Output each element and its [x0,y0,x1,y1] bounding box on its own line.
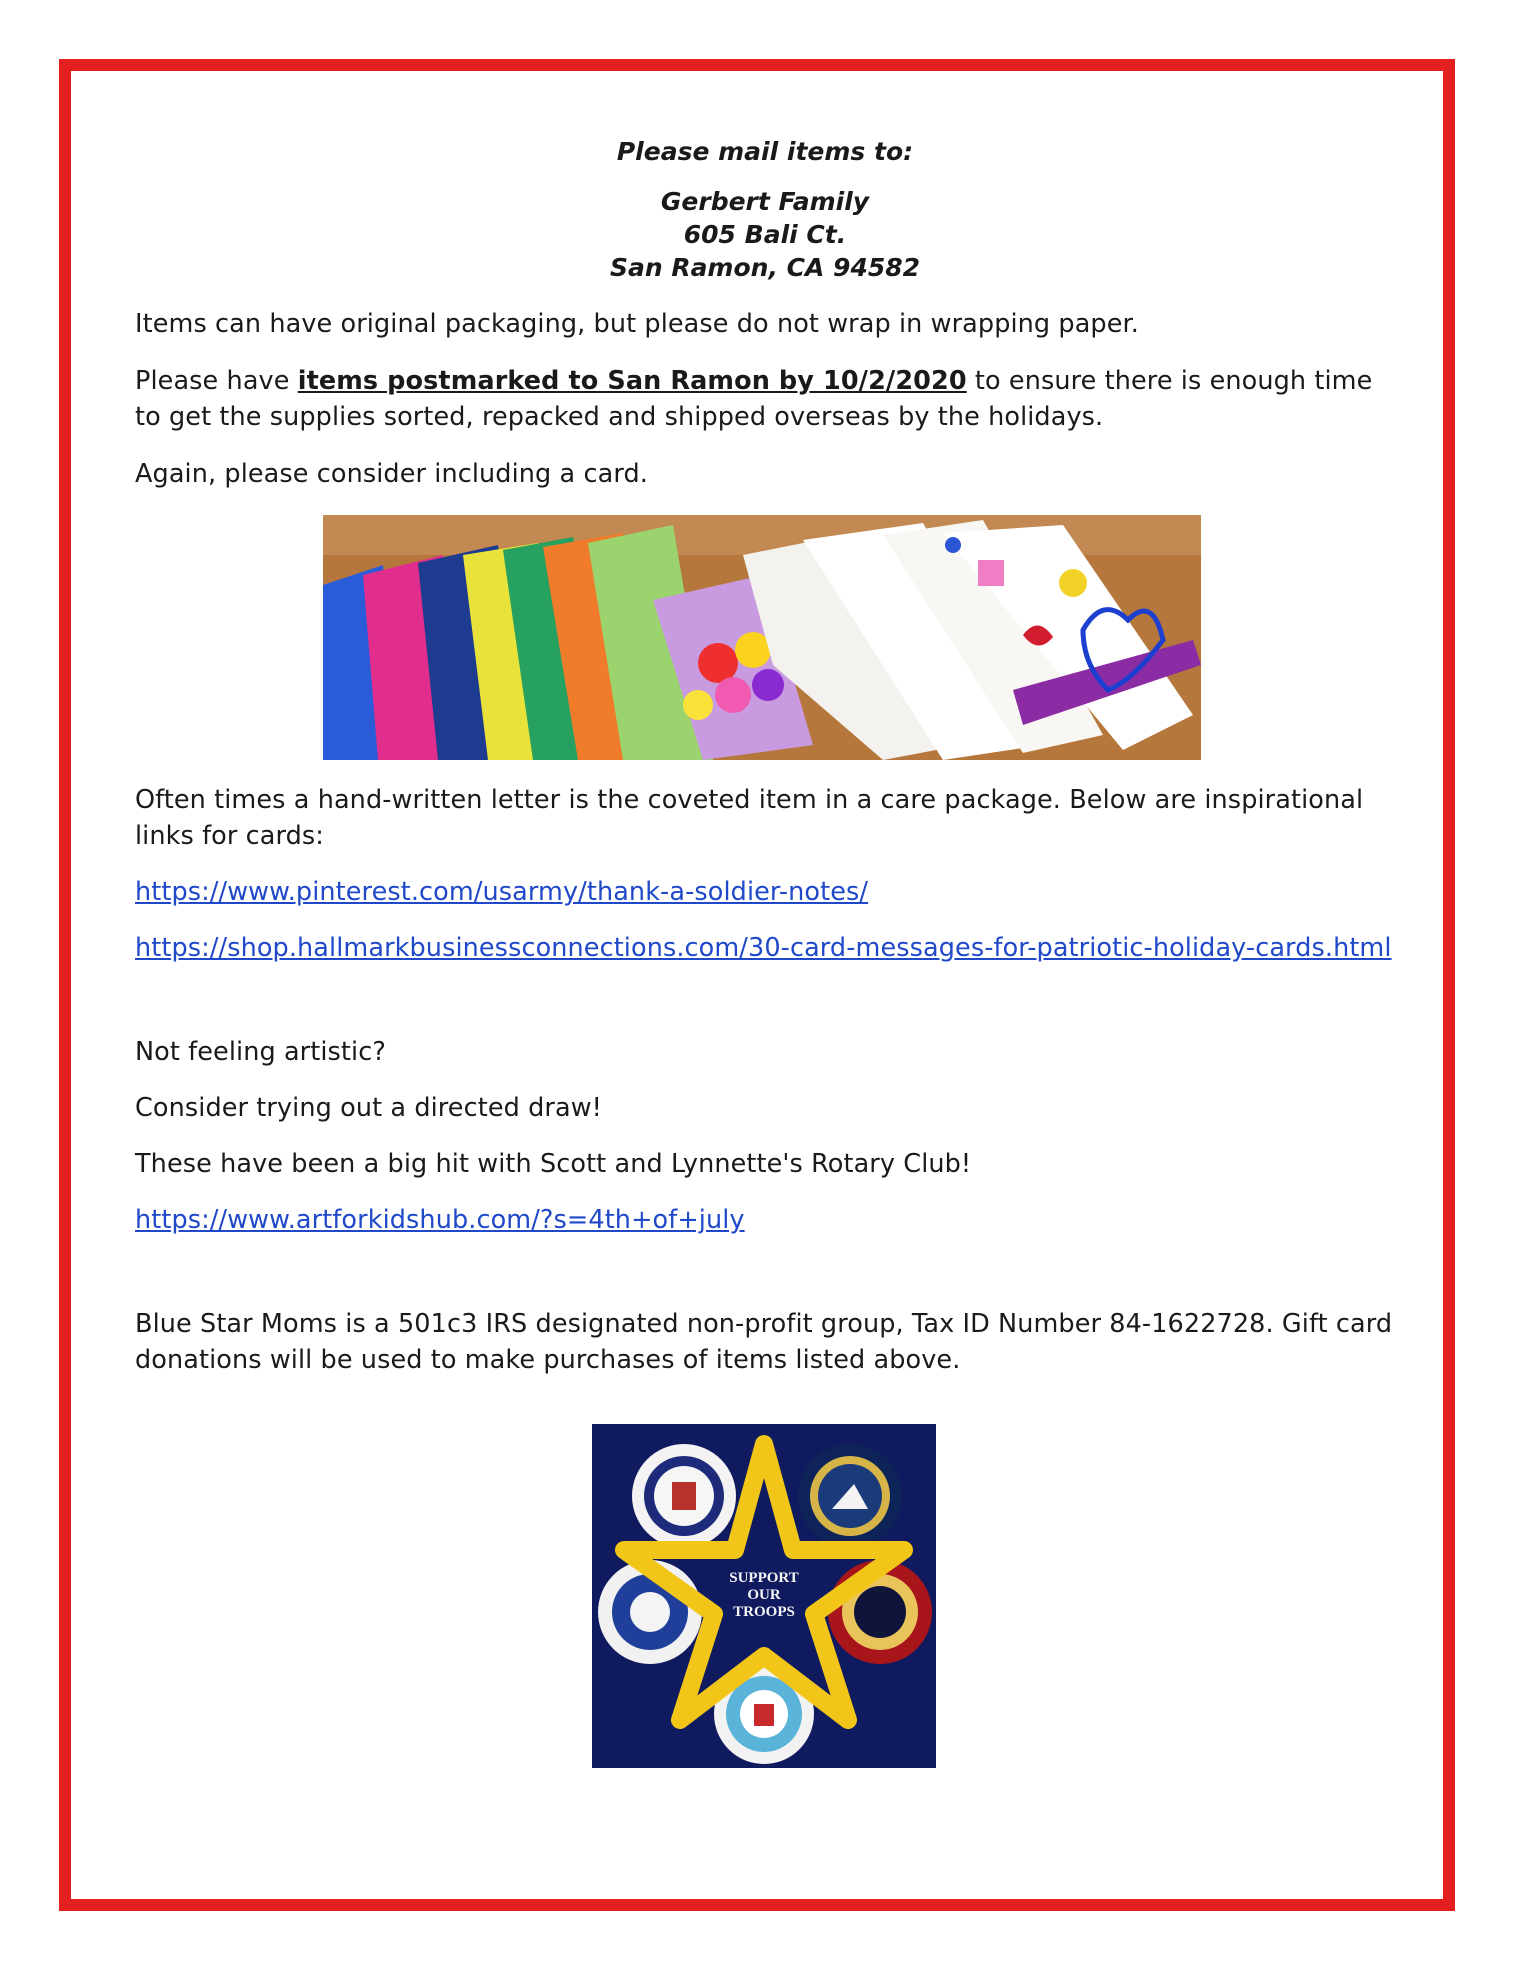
mailing-address [135,135,1395,284]
postmark-note [135,363,1395,435]
handmade-cards-photo [323,515,1201,760]
pinterest-link[interactable]: https://www.pinterest.com/usarmy/thank-a-soldier-notes/ [135,877,869,907]
packaging-note: Items can have original packaging, but please do not wrap in wrapping paper. [135,309,1139,339]
artistic-question: Not feeling artistic? [135,1037,386,1067]
postmark-after: to ensure there is enough time to get the supplies sorted, repacked and shipped overseas by the holidays. [135,366,1373,432]
hallmark-link[interactable]: https://shop.hallmarkbusinessconnections.com/30-card-messages-for-patriotic-holiday-cards.html [135,933,1392,963]
address-name: Gerbert Family [660,187,870,216]
logo-graphic [592,1424,936,1768]
navy-seal [798,1444,902,1548]
logo-line-1: SUPPORT [729,1570,799,1586]
address-street: 605 Bali Ct. [683,220,847,249]
mailing-heading: Please mail items to: [616,137,914,166]
letter-note: Often times a hand-written letter is the coveted item in a care package. Below are inspirational links for cards: [135,785,1364,851]
artforkids-link[interactable]: https://www.artforkidshub.com/?s=4th+of+july [135,1205,745,1235]
nonprofit-note: Blue Star Moms is a 501c3 IRS designated non-profit group, Tax ID Number 84-1622728. Gift card donations will be used to make purchases of items listed above. [135,1309,1393,1375]
postmark-before: Please have [135,366,298,396]
support-our-troops-logo [592,1424,936,1768]
army-seal [632,1444,736,1548]
cards-illustration [323,515,1201,760]
hallmark-link-row [135,930,1395,966]
rotary-club-note: These have been a big hit with Scott and Lynnette's Rotary Club! [135,1149,972,1179]
postmark-deadline: items postmarked to San Ramon by 10/2/2020 [297,366,967,396]
address-city: San Ramon, CA 94582 [609,253,921,282]
artforkids-link-row [135,1202,1395,1238]
pinterest-link-row [135,874,1395,910]
flyer-content [135,130,1395,1768]
logo-line-2: OUR [747,1587,781,1603]
directed-draw-suggestion: Consider trying out a directed draw! [135,1093,602,1123]
logo-line-3: TROOPS [733,1604,795,1620]
card-note: Again, please consider including a card. [135,459,648,489]
